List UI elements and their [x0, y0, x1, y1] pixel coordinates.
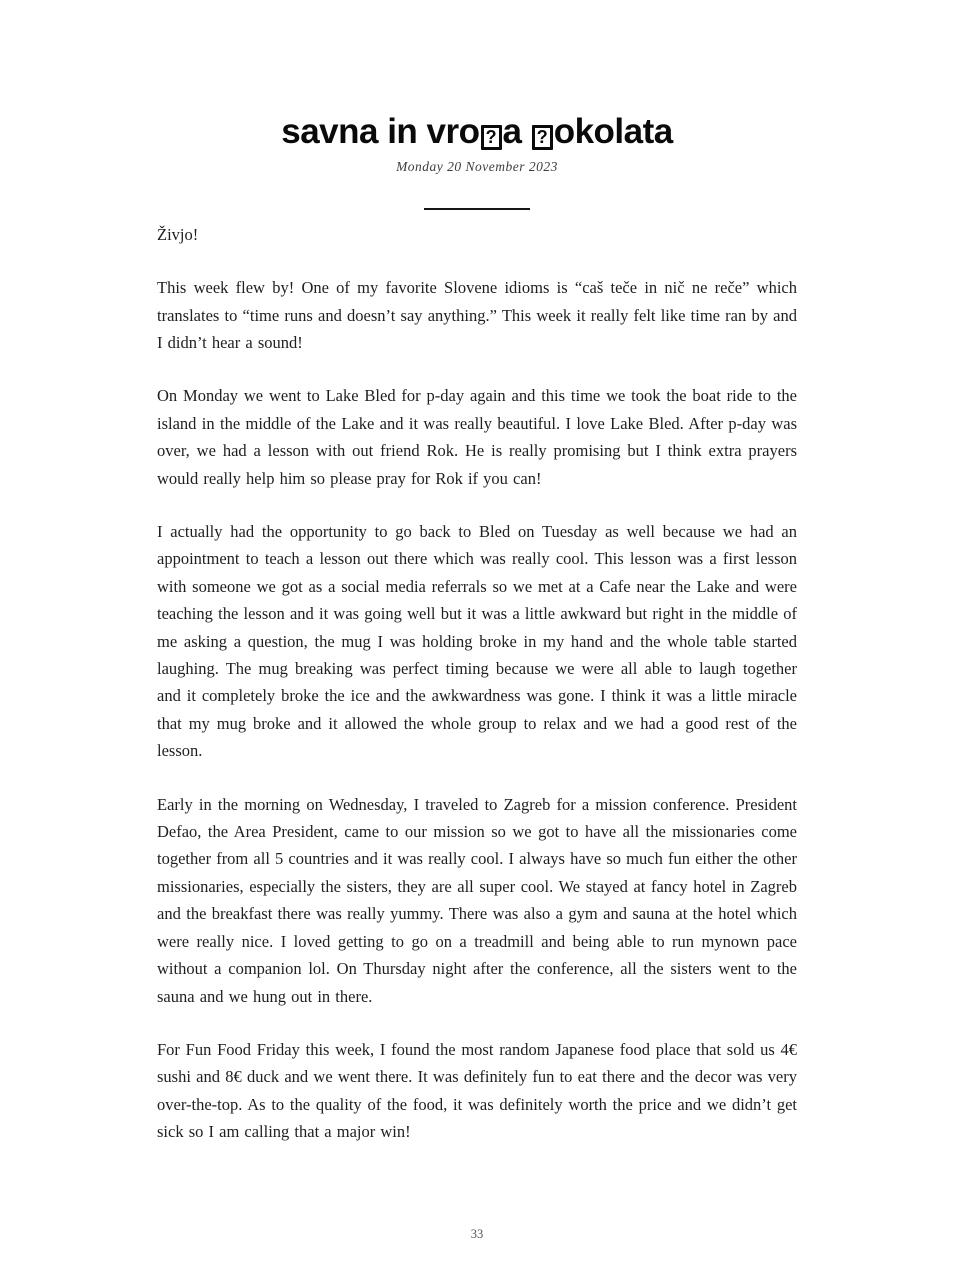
missing-glyph-box-icon — [532, 125, 553, 150]
page-title — [157, 110, 797, 154]
letter-body — [157, 221, 797, 1146]
section-divider — [424, 208, 530, 210]
title-text-segment-2: a — [502, 112, 531, 151]
paragraph-tuesday: I actually had the opportunity to go back to Bled on Tuesday as well because we had an appointment to teach a lesson out there which was really cool. This lesson was a first lesson with someone we got as a social media referrals so we met at a Cafe near the Lake and were teaching the lesson and it was going well but it was a little awkward but right in the middle of me asking a question, the mug I was holding broke in my hand and the whole table started laughing. The mug breaking was perfect timing because we were all able to laugh together and it completely broke the ice and the awkwardness was gone. I think it was a little miracle that my mug broke and it allowed the whole group to relax and we had a good rest of the lesson. — [157, 522, 797, 761]
date-line: Monday 20 November 2023 — [396, 158, 558, 174]
missing-glyph-question-mark: ? — [536, 127, 548, 147]
paragraph-monday: On Monday we went to Lake Bled for p-day again and this time we took the boat ride to the island in the middle of the Lake and it was really beautiful. I love Lake Bled. After p-day was over, we had a lesson with out friend Rok. He is really promising but I think extra prayers would really help him so please pray for Rok if you can! — [157, 386, 797, 488]
greeting-paragraph: Živjo! — [157, 224, 199, 244]
paragraph-friday: For Fun Food Friday this week, I found the most random Japanese food place that sold us 4€ sushi and 8€ duck and we went there. It was definitely fun to eat there and the decor was very over-the-top. As to the quality of the food, it was definitely worth the price and we didn’t get sick so I am calling that a major win! — [157, 1039, 797, 1142]
paragraph-week-intro: This week flew by! One of my favorite Slovene idioms is “caš teče in nič ne reče” which translates to “time runs and doesn’t say anything.” This week it really felt like time ran by and I didn’t hear a sound! — [157, 278, 797, 352]
page-number: 33 — [470, 1227, 484, 1241]
title-text-segment-3: okolata — [553, 112, 673, 151]
missing-glyph-box-icon — [481, 125, 502, 150]
paragraph-wednesday: Early in the morning on Wednesday, I traveled to Zagreb for a mission conference. President Defao, the Area President, came to our mission so we got to have all the missionaries come together from all 5 countries and it was really cool. I always have so much fun either the other missionaries, especially the sisters, they are all super cool. We stayed at fancy hotel in Zagreb and the breakfast there was really yummy. There was also a gym and sauna at the hotel which were really nice. I loved getting to go on a treadmill and being able to run mynown pace without a companion lol. On Thursday night after the conference, all the sisters went to the sauna and we hung out in there. — [157, 794, 797, 1006]
missing-glyph-question-mark: ? — [485, 127, 497, 147]
title-text-segment-1: savna in vro — [281, 112, 480, 151]
document-header — [157, 0, 797, 175]
page-footer — [0, 1227, 954, 1242]
content-column — [157, 0, 797, 1146]
